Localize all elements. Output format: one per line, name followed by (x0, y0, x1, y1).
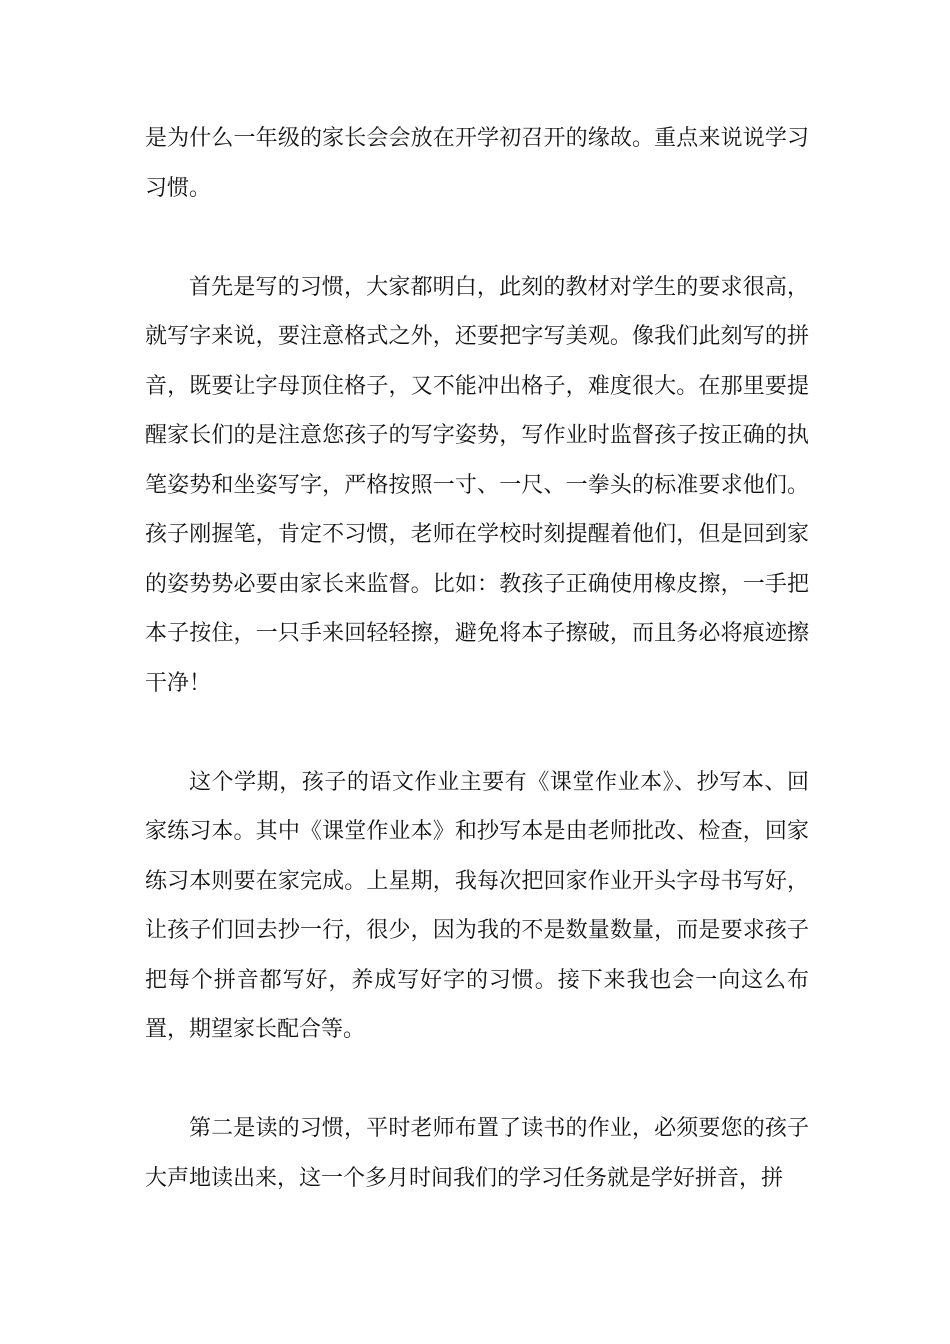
paragraph-4: 第二是读的习惯，平时老师布置了读书的作业，必须要您的孩子大声地读出来，这一个多月时间我们的学习任务就是学好拼音，拼 (145, 1116, 809, 1191)
paragraph-gap (145, 708, 809, 758)
document-body (145, 114, 809, 1203)
paragraph-2: 首先是写的习惯，大家都明白，此刻的教材对学生的要求很高，就写字来说，要注意格式之外，还要把字写美观。像我们此刻写的拼音，既要让字母顶住格子，又不能冲出格子，难度很大。在那里要提醒家长们的是注意您孩子的写字姿势，写作业时监督孩子按正确的执笔姿势和坐姿写字，严格按照一寸、一尺、一拳头的标准要求他们。孩子刚握笔，肯定不习惯，老师在学校时刻提醒着他们，但是回到家的姿势势必要由家长来监督。比如：教孩子正确使用橡皮擦，一手把本子按住，一只手来回轻轻擦，避免将本子擦破，而且务必将痕迹擦干净！ (145, 274, 809, 696)
paragraph-3: 这个学期，孩子的语文作业主要有《课堂作业本》、抄写本、回家练习本。其中《课堂作业本》和抄写本是由老师批改、检查，回家练习本则要在家完成。上星期，我每次把回家作业开头字母书写好，让孩子们回去抄一行，很少，因为我的不是数量数量，而是要求孩子把每个拼音都写好，养成写好字的习惯。接下来我也会一向这么布置，期望家长配合等。 (145, 769, 809, 1042)
paragraph-gap (145, 213, 809, 263)
paragraph-gap (145, 1055, 809, 1105)
paragraph-1: 是为什么一年级的家长会会放在开学初召开的缘故。重点来说说学习习惯。 (145, 126, 809, 201)
